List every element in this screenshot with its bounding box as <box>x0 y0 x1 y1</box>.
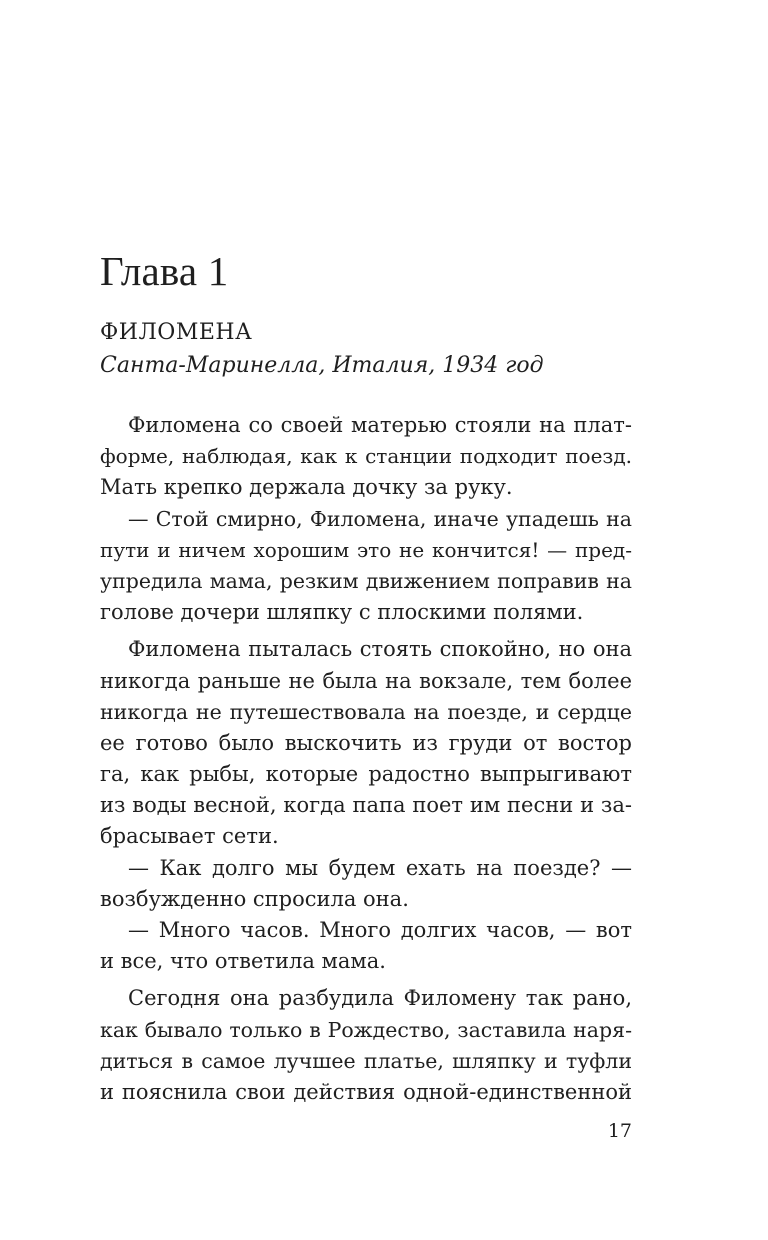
text-line: Мать крепко держала дочку за руку. <box>100 475 513 500</box>
text-line: никогда раньше не была на вокзале, тем более <box>100 668 632 693</box>
text-line: форме, наблюдая, как к станции подходит поезд. <box>100 444 632 469</box>
text-line: пути и ничем хорошим это не кончится! — пред- <box>100 537 632 562</box>
text-line: возбужденно спросила она. <box>100 886 409 911</box>
text-line: га, как рыбы, которые радостно выпрыгивают <box>100 762 632 787</box>
text-line: — Много часов. Много долгих часов, — вот <box>128 918 632 942</box>
text-line: диться в самое лучшее платье, шляпку и туфли <box>100 1048 632 1073</box>
text-line: как бывало только в Рождество, заставила наря- <box>100 1017 632 1042</box>
body-text <box>100 410 632 1108</box>
book-page <box>100 0 632 1240</box>
section-name: ФИЛОМЕНА <box>100 320 253 345</box>
text-line: Филомена со своей матерью стояли на плат- <box>128 413 632 437</box>
text-line: и все, что ответила мама. <box>100 949 386 974</box>
place-date: Санта-Маринелла, Италия, 1934 год <box>100 353 544 378</box>
chapter-title: Глава 1 <box>100 248 229 294</box>
text-line: Сегодня она разбудила Филомену так рано, <box>128 986 632 1011</box>
text-line: из воды весной, когда папа поет им песни и за- <box>100 793 632 818</box>
text-line: никогда не путешествовала на поезде, и сердце <box>100 699 632 724</box>
text-line: брасывает сети. <box>100 824 279 849</box>
text-line: и пояснила свои действия одной-единственной <box>100 1079 632 1104</box>
text-line: ее готово было выскочить из груди от востор <box>100 730 632 755</box>
text-line: упредила мама, резким движением поправив на <box>100 568 632 593</box>
text-line: голове дочери шляпку с плоскими полями. <box>100 600 584 625</box>
text-line: — Стой смирно, Филомена, иначе упадешь на <box>128 506 632 531</box>
text-line: Филомена пыталась стоять спокойно, но она <box>128 637 632 662</box>
page-number: 17 <box>607 1120 632 1142</box>
text-line: — Как долго мы будем ехать на поезде? — <box>128 855 632 880</box>
